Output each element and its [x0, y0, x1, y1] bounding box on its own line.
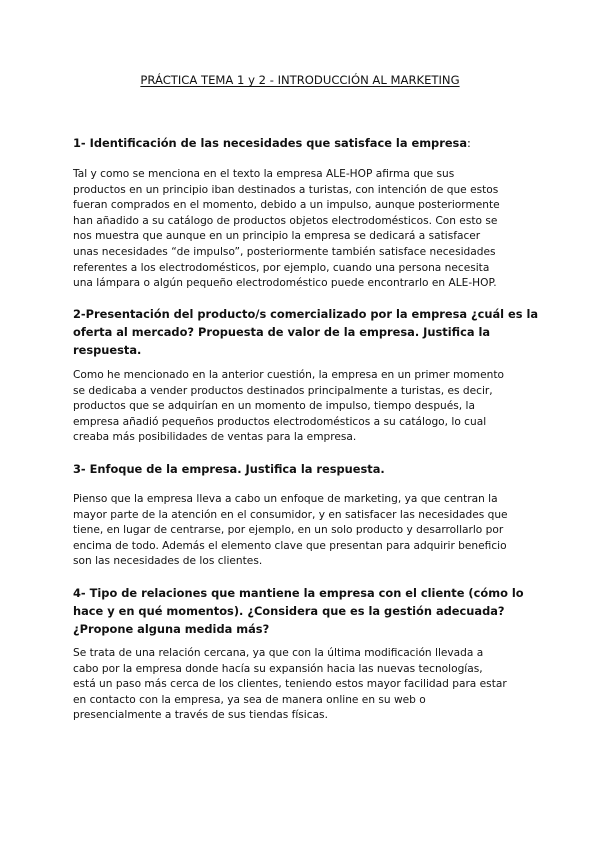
section-1-heading-colon: :: [467, 136, 471, 150]
section-2-heading-line: oferta al mercado? Propuesta de valor de la empresa. Justifica la: [73, 325, 491, 339]
section-1-heading-text: 1- Identificación de las necesidades que satisface la empresa: [73, 136, 468, 150]
page-title: PRÁCTICA TEMA 1 y 2 - INTRODUCCIÓN AL MARKETING: [140, 73, 460, 87]
section-2-line: creaba más posibilidades de ventas para la empresa.: [73, 431, 357, 444]
section-2-line: productos que se adquirían en un momento de impulso, tiempo después, la: [73, 400, 475, 413]
section-2-heading-line: respuesta.: [73, 343, 142, 357]
section-3-line: Pienso que la empresa lleva a cabo un enfoque de marketing, ya que centran la: [73, 493, 498, 505]
section-1-line: productos en un principio iban destinados a turistas, con intención de que estos: [73, 183, 499, 196]
section-1-line: referentes a los electrodomésticos, por ejemplo, cuando una persona necesita: [73, 261, 490, 274]
section-4-heading-line: 4- Tipo de relaciones que mantiene la empresa con el cliente (cómo lo: [73, 586, 524, 600]
section-1-heading: [73, 134, 543, 152]
section-1-line: una lámpara o algún pequeño electrodoméstico puede encontrarlo en ALE-HOP.: [73, 277, 497, 290]
section-1-line: han añadido a su catálogo de productos objetos electrodomésticos. Con esto se: [73, 214, 498, 227]
section-4-heading-line: ¿Propone alguna medida más?: [73, 622, 270, 636]
section-3-line: encima de todo. Además el elemento clave que presentan para adquirir beneficio: [73, 539, 507, 552]
section-2-line: se dedicaba a vender productos destinados principalmente a turistas, es decir,: [73, 384, 493, 397]
section-4-line: en contacto con la empresa, ya sea de manera online en su web o: [73, 693, 426, 706]
section-4-body: [73, 646, 543, 724]
section-4-line: cabo por la empresa donde hacía su expansión hacia las nuevas tecnologías,: [73, 662, 483, 675]
section-4-line: Se trata de una relación cercana, ya que con la última modificación llevada a: [73, 647, 484, 659]
section-4-heading: [73, 584, 543, 638]
section-1-body: [73, 167, 543, 292]
section-4-line: presencialmente a través de sus tiendas físicas.: [73, 709, 328, 722]
section-3-heading: [73, 460, 543, 478]
section-2-line: Como he mencionado en la anterior cuestión, la empresa en un primer momento: [73, 369, 504, 381]
section-1-line: unas necesidades “de impulso”, posteriormente también satisface necesidades: [73, 245, 496, 258]
section-1-line: Tal y como se menciona en el texto la empresa ALE-HOP afirma que sus: [73, 168, 455, 180]
section-3-heading-line: 3- Enfoque de la empresa. Justifica la respuesta.: [73, 462, 385, 476]
section-1-line: nos muestra que aunque en un principio la empresa se dedicará a satisfacer: [73, 230, 481, 243]
section-3-line: mayor parte de la atención en el consumidor, y en satisfacer las necesidades que: [73, 508, 508, 521]
section-2-heading-line: 2-Presentación del producto/s comercializado por la empresa ¿cuál es la: [73, 307, 539, 321]
section-3-line: tiene, en lugar de centrarse, por ejemplo, en un solo producto y desarrollarlo por: [73, 524, 504, 537]
section-1-line: fueran comprados en el momento, debido a un impulso, aunque posteriormente: [73, 199, 500, 212]
section-4-heading-line: hace y en qué momentos). ¿Considera que es la gestión adecuada?: [73, 604, 505, 618]
section-2-body: [73, 368, 543, 446]
section-3-line: son las necesidades de los clientes.: [73, 555, 263, 568]
section-2-heading: [73, 305, 543, 359]
section-3-body: [73, 492, 543, 570]
section-4-line: está un paso más cerca de los clientes, teniendo estos mayor facilidad para estar: [73, 678, 507, 691]
section-2-line: empresa añadió pequeños productos electrodomésticos a su catálogo, lo cual: [73, 415, 487, 428]
